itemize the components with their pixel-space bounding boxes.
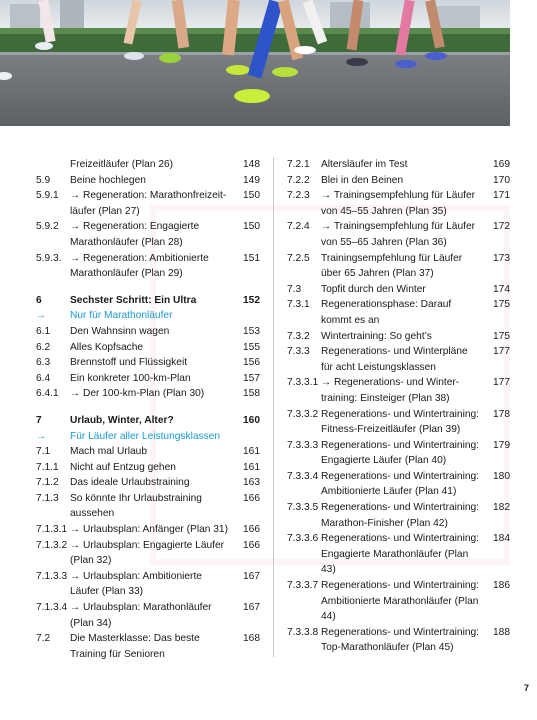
toc-entry-number: 7.2.2 [287, 174, 310, 186]
toc-entry-title: → Der 100-km-Plan (Plan 30) [70, 388, 205, 400]
toc-entry-page: 161 [243, 461, 260, 473]
toc-entry-title: → Regenerations- und Winter-training: Einsteiger (Plan 38) [321, 377, 460, 404]
toc-entry-page: 182 [493, 502, 510, 514]
toc-entry-page: 149 [243, 174, 260, 186]
toc-entry [36, 475, 260, 491]
toc-entry-number: 7.1.3.1 [36, 524, 68, 536]
toc-entry [36, 429, 260, 445]
toc-entry-page: 175 [493, 299, 510, 311]
toc-entry-title: → Regeneration: Engagierte Marathonläufer (Plan 28) [70, 221, 200, 248]
toc-entry [36, 491, 260, 522]
toc-entry-number: 5.9 [36, 174, 51, 186]
toc-entry-page: 158 [243, 388, 260, 400]
toc-entry [287, 188, 510, 219]
toc-entry-page: 151 [243, 252, 260, 264]
toc-entry-title: Freizeitläufer (Plan 26) [70, 159, 174, 170]
toc-entry-page: 150 [243, 190, 260, 202]
toc-entry-number: 6.2 [36, 341, 51, 353]
toc-entry-page: 177 [493, 377, 510, 389]
toc-entry-title: Das ideale Urlaubstraining [70, 477, 190, 489]
toc-entry-title: Sechster Schritt: Ein Ultra [70, 294, 197, 306]
toc-entry-title: → Regeneration: Ambitionierte Marathonläufer (Plan 29) [70, 252, 209, 280]
toc-entry-number: 6.4 [36, 372, 51, 384]
toc-entry [287, 578, 510, 625]
toc-entry-title: Für Läufer aller Leistungsklassen [70, 430, 221, 442]
toc-entry-page: 160 [243, 414, 260, 426]
toc-entry-number: 7.3.3.7 [287, 580, 319, 592]
toc-entry-number: 7.2.4 [287, 221, 310, 233]
toc-entry-number: 7.3.3 [287, 346, 310, 358]
toc-entry [36, 522, 260, 538]
toc-entry-number: 7.1 [36, 446, 51, 458]
toc-entry [36, 324, 260, 340]
toc-entry-page: 166 [243, 524, 260, 536]
toc-entry-page: 171 [493, 190, 510, 202]
toc-entry [287, 329, 510, 345]
toc-entry [36, 631, 260, 662]
toc-entry [287, 407, 510, 438]
toc-entry [36, 219, 260, 250]
toc-entry-number: 7.2.1 [287, 159, 310, 170]
toc-entry [36, 371, 260, 387]
toc-entry-number: 7.1.3 [36, 492, 59, 504]
toc-entry-number: 6 [36, 294, 42, 306]
toc-entry-number: 7.2 [36, 633, 51, 645]
toc-entry [287, 469, 510, 500]
toc-entry-title: Regenerations- und Wintertraining: Marathon-Finisher (Plan 42) [321, 502, 479, 529]
toc-entry [287, 531, 510, 578]
toc-entry-page: 150 [243, 221, 260, 233]
toc-entry [36, 251, 260, 282]
toc-entry-title: Regenerations- und Wintertraining: Fitness-Freizeitläufer (Plan 39) [321, 408, 479, 436]
toc-entry-page: 152 [243, 294, 260, 306]
toc-entry-title: Regenerations- und Wintertraining: Ambitionierte Marathonläufer (Plan 44) [321, 580, 479, 623]
toc-entry-title: Topfit durch den Winter [321, 283, 426, 295]
toc-entry-title: Beine hochlegen [70, 174, 146, 186]
toc-entry-number: 7.2.5 [287, 252, 310, 264]
toc-entry-number: 7 [36, 414, 42, 426]
toc-entry-title: → Urlaubsplan: Anfänger (Plan 31) [70, 524, 228, 536]
toc-entry-page: 180 [493, 470, 510, 482]
toc-entry-number: → [36, 310, 47, 322]
toc-entry [287, 157, 510, 173]
toc-entry-title: Regenerations- und Wintertraining: Top-Marathonläufer (Plan 45) [321, 626, 479, 654]
toc-entry-title: Regenerationsphase: Darauf kommt es an [321, 299, 452, 326]
toc-entry-number: 6.3 [36, 357, 51, 369]
toc-entry-page: 148 [243, 159, 260, 170]
toc-entry-page: 167 [243, 570, 260, 582]
toc-entry-number: 7.3.3.2 [287, 408, 319, 420]
toc-entry [36, 600, 260, 631]
toc-entry-number: 7.3.3.3 [287, 439, 319, 451]
toc-entry [36, 173, 260, 189]
toc-left-column [36, 157, 260, 662]
toc-entry [36, 386, 260, 402]
toc-entry-number: 7.1.3.4 [36, 602, 68, 614]
toc-entry-title: Alles Kopfsache [70, 341, 144, 353]
toc-entry [36, 569, 260, 600]
toc-entry-page: 170 [493, 174, 510, 186]
page-number: 7 [523, 683, 529, 693]
toc-entry-page: 169 [493, 159, 510, 170]
toc-entry-title: Regenerations- und Winterpläne für acht Leistungsklassen [321, 346, 468, 373]
toc-entry-number: 7.3.3.6 [287, 533, 319, 545]
toc-entry [36, 460, 260, 476]
toc-entry-title: So könnte Ihr Urlaubstraining aussehen [70, 492, 202, 520]
toc-entry-page: 172 [493, 221, 510, 233]
toc-entry-title: Urlaub, Winter, Alter? [70, 414, 174, 426]
toc-entry-number: 6.1 [36, 325, 51, 337]
toc-entry-title: Regenerations- und Wintertraining: Engagierte Marathonläufer (Plan 43) [321, 533, 479, 576]
toc-entry [287, 297, 510, 328]
toc-entry-number: 6.4.1 [36, 388, 59, 400]
toc-entry-title: → Urlaubsplan: Marathonläufer (Plan 34) [70, 602, 212, 629]
toc-entry-title: Regenerations- und Wintertraining: Ambitionierte Läufer (Plan 41) [321, 470, 479, 498]
toc-entry-page: 177 [493, 346, 510, 358]
toc-entry-page: 153 [243, 325, 260, 337]
toc-entry-number: 7.1.1 [36, 461, 59, 473]
toc-entry-number: 7.3.3.5 [287, 502, 319, 514]
toc-right-column [287, 157, 510, 656]
toc-entry-number: 5.9.3. [36, 252, 62, 264]
toc-entry-page: 167 [243, 602, 260, 614]
toc-entry-number: 7.3.3.4 [287, 470, 319, 482]
toc-entry-page: 175 [493, 330, 510, 342]
toc-entry [287, 282, 510, 298]
toc-entry [287, 375, 510, 406]
toc-entry-page: 155 [243, 341, 260, 353]
toc-entry-number: 7.3.2 [287, 330, 310, 342]
toc-entry [287, 251, 510, 282]
toc-entry-number: 7.2.3 [287, 190, 310, 202]
toc-entry [287, 500, 510, 531]
toc-entry-title: → Urlaubsplan: Engagierte Läufer (Plan 32) [70, 539, 225, 567]
toc-entry-page: 161 [243, 446, 260, 458]
toc-entry [36, 308, 260, 324]
toc-entry-number: 7.1.3.2 [36, 539, 68, 551]
toc-entry-title: Blei in den Beinen [321, 174, 404, 186]
toc-entry-page: 157 [243, 372, 260, 384]
toc-entry-page: 156 [243, 357, 260, 369]
toc-entry-title: Den Wahnsinn wagen [70, 325, 170, 337]
toc-entry [36, 188, 260, 219]
toc-entry [36, 355, 260, 371]
toc-entry-number: 5.9.2 [36, 221, 59, 233]
toc-entry-title: Altersläufer im Test [321, 159, 408, 170]
toc-entry-title: Ein konkreter 100-km-Plan [70, 372, 191, 384]
toc-entry-page: 186 [493, 580, 510, 592]
toc-entry [36, 293, 260, 309]
toc-entry-title: Regenerations- und Wintertraining: Engagierte Läufer (Plan 40) [321, 439, 479, 467]
toc-entry-page: 163 [243, 477, 260, 489]
toc-entry-page: 166 [243, 492, 260, 504]
toc-entry-title: → Trainingsempfehlung für Läufer von 55–65 Jahren (Plan 36) [321, 221, 476, 248]
toc-entry-number: 7.3 [287, 283, 302, 295]
toc-entry-title: Nicht auf Entzug gehen [70, 461, 176, 473]
toc-entry-page: 178 [493, 408, 510, 420]
toc-entry-title: → Urlaubsplan: Ambitionierte Läufer (Plan 33) [70, 570, 202, 598]
toc-entry-number: → [36, 430, 47, 442]
toc-entry-number: 7.3.3.8 [287, 626, 319, 638]
toc-entry [36, 413, 260, 429]
toc-entry-page: 179 [493, 439, 510, 451]
toc-entry [287, 173, 510, 189]
toc-entry-page: 184 [493, 533, 510, 545]
toc-entry-title: Mach mal Urlaub [70, 446, 147, 458]
toc-entry-title: Die Masterklasse: Das beste Training für Senioren [70, 633, 200, 660]
header-photo-runners [0, 0, 510, 126]
toc-entry [36, 157, 260, 173]
toc-entry-page: 168 [243, 633, 260, 645]
toc-entry [287, 438, 510, 469]
column-divider [273, 157, 274, 657]
toc-entry-number: 7.3.1 [287, 299, 310, 311]
toc-entry-page: 166 [243, 539, 260, 551]
toc-entry-page: 173 [493, 252, 510, 264]
toc-entry [287, 625, 510, 656]
toc-entry-page: 174 [493, 283, 510, 295]
toc-entry-number: 5.9.1 [36, 190, 59, 202]
toc-entry-title: Trainingsempfehlung für Läufer über 65 Jahren (Plan 37) [321, 252, 463, 280]
toc-entry [36, 538, 260, 569]
toc-entry [36, 444, 260, 460]
toc-entry-number: 7.1.3.3 [36, 570, 68, 582]
toc-entry [287, 219, 510, 250]
toc-entry-number: 7.3.3.1 [287, 377, 319, 389]
toc-entry-title: Brennstoff und Flüssigkeit [70, 357, 188, 369]
toc-entry-page: 188 [493, 626, 510, 638]
toc-entry-title: → Regeneration: Marathonfreizeit-läufer (Plan 27) [70, 190, 227, 217]
toc-entry-number: 7.1.2 [36, 477, 59, 489]
toc-entry-title: Wintertraining: So geht’s [321, 330, 432, 342]
toc-entry [287, 344, 510, 375]
toc-entry [36, 340, 260, 356]
toc-entry-title: Nur für Marathonläufer [70, 310, 173, 322]
toc-entry-title: → Trainingsempfehlung für Läufer von 45–55 Jahren (Plan 35) [321, 190, 476, 217]
